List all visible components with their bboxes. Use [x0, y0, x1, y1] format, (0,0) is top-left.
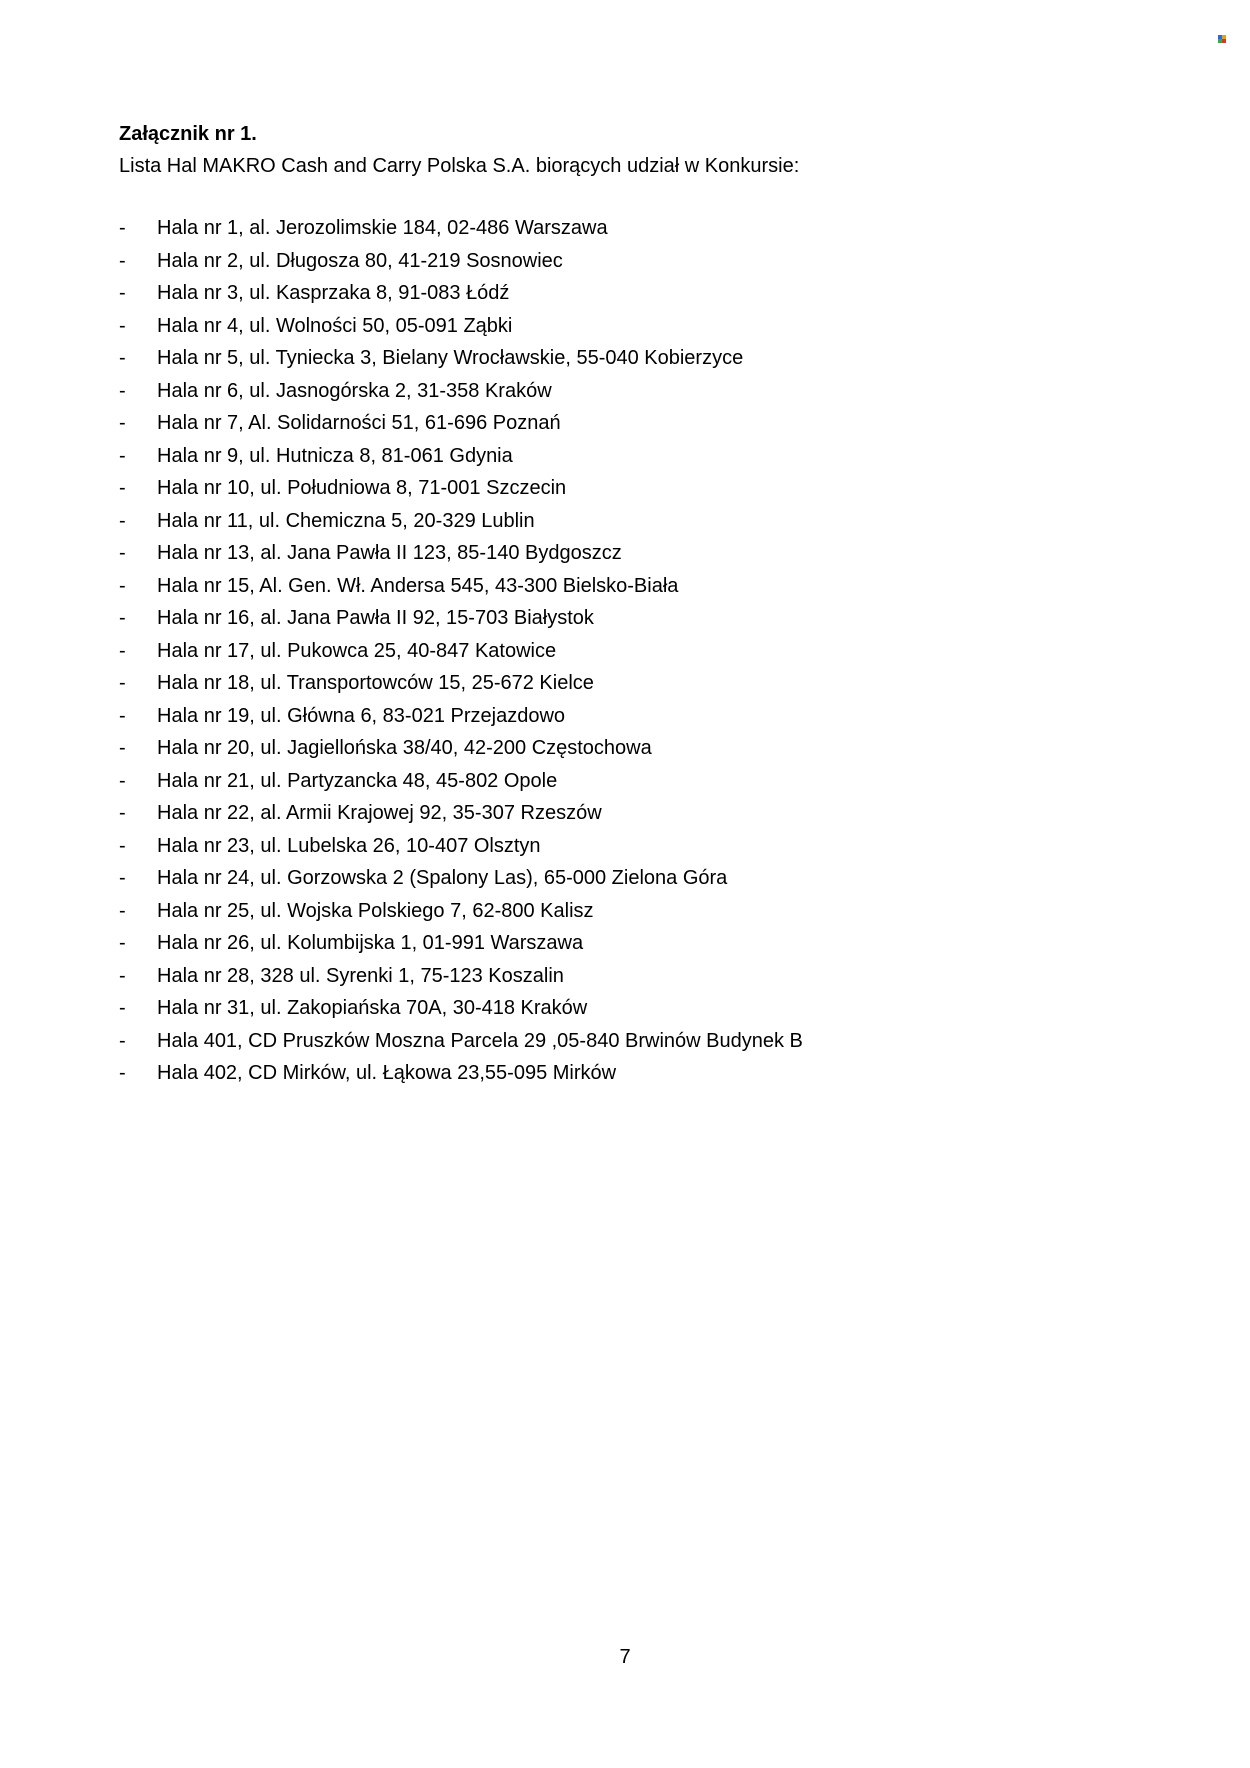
- list-bullet: -: [119, 802, 126, 824]
- list-item-text: Hala nr 5, ul. Tyniecka 3, Bielany Wrocławskie, 55-040 Kobierzyce: [157, 347, 744, 369]
- list-item: [119, 375, 1119, 408]
- list-item: [119, 245, 1119, 278]
- list-item-text: Hala nr 4, ul. Wolności 50, 05-091 Ząbki: [157, 314, 513, 337]
- list-bullet: -: [119, 867, 126, 889]
- list-bullet: -: [119, 672, 126, 694]
- list-item: [119, 992, 1119, 1025]
- list-item: [119, 732, 1119, 765]
- list-item-text: Hala nr 15, Al. Gen. Wł. Andersa 545, 43-300 Bielsko-Biała: [157, 574, 679, 597]
- list-item: [119, 570, 1119, 603]
- list-bullet: -: [119, 217, 126, 239]
- list-item-text: Hala nr 11, ul. Chemiczna 5, 20-329 Lublin: [157, 509, 535, 532]
- list-bullet: -: [119, 347, 126, 369]
- list-item-text: Hala nr 10, ul. Południowa 8, 71-001 Szczecin: [157, 477, 567, 499]
- list-bullet: -: [119, 509, 126, 532]
- list-item: [119, 602, 1119, 635]
- list-bullet: -: [119, 932, 126, 954]
- list-item-text: Hala nr 31, ul. Zakopiańska 70A, 30-418 Kraków: [157, 997, 588, 1019]
- list-item: [119, 895, 1119, 928]
- list-item: [119, 537, 1119, 570]
- list-item-text: Hala nr 6, ul. Jasnogórska 2, 31-358 Kraków: [157, 379, 552, 402]
- list-bullet: -: [119, 1062, 126, 1084]
- list-bullet: -: [119, 542, 126, 564]
- list-item: [119, 407, 1119, 440]
- list-item-text: Hala nr 13, al. Jana Pawła II 123, 85-140 Bydgoszcz: [157, 542, 622, 564]
- list-item-text: Hala nr 26, ul. Kolumbijska 1, 01-991 Warszawa: [157, 932, 584, 954]
- document-body: [119, 118, 1119, 1090]
- list-bullet: -: [119, 639, 126, 662]
- list-item-text: Hala nr 1, al. Jerozolimskie 184, 02-486 Warszawa: [157, 217, 608, 239]
- list-item: [119, 830, 1119, 863]
- list-item-text: Hala nr 2, ul. Długosza 80, 41-219 Sosnowiec: [157, 249, 563, 272]
- list-bullet: -: [119, 249, 126, 272]
- page-number: 7: [619, 1646, 631, 1668]
- list-item-text: Hala nr 3, ul. Kasprzaka 8, 91-083 Łódź: [157, 282, 510, 304]
- document-heading: Załącznik nr 1.: [119, 123, 257, 145]
- list-item-text: Hala nr 17, ul. Pukowca 25, 40-847 Katowice: [157, 639, 557, 662]
- list-item-text: Hala nr 20, ul. Jagiellońska 38/40, 42-200 Częstochowa: [157, 737, 652, 759]
- list-item-text: Hala nr 19, ul. Główna 6, 83-021 Przejazdowo: [157, 704, 566, 727]
- list-item: [119, 862, 1119, 895]
- hall-list: [119, 212, 1119, 1090]
- list-bullet: -: [119, 834, 126, 857]
- list-item: [119, 212, 1119, 245]
- list-bullet: -: [119, 769, 126, 792]
- list-bullet: -: [119, 412, 126, 434]
- list-item: [119, 505, 1119, 538]
- list-item: [119, 1025, 1119, 1058]
- list-item: [119, 635, 1119, 668]
- list-item-text: Hala nr 25, ul. Wojska Polskiego 7, 62-800 Kalisz: [157, 899, 594, 922]
- list-bullet: -: [119, 444, 126, 467]
- list-item: [119, 667, 1119, 700]
- list-item: [119, 440, 1119, 473]
- list-item-text: Hala nr 16, al. Jana Pawła II 92, 15-703 Białystok: [157, 607, 594, 629]
- list-item: [119, 1057, 1119, 1090]
- list-item-text: Hala nr 23, ul. Lubelska 26, 10-407 Olsztyn: [157, 834, 541, 857]
- list-item-text: Hala nr 7, Al. Solidarności 51, 61-696 Poznań: [157, 412, 561, 434]
- document-intro: Lista Hal MAKRO Cash and Carry Polska S.A. biorących udział w Konkursie:: [119, 155, 800, 177]
- list-bullet: -: [119, 282, 126, 304]
- list-item-text: Hala nr 9, ul. Hutnicza 8, 81-061 Gdynia: [157, 444, 513, 467]
- list-item: [119, 472, 1119, 505]
- corner-color-mark: [1218, 35, 1226, 43]
- list-item-text: Hala nr 28, 328 ul. Syrenki 1, 75-123 Koszalin: [157, 964, 564, 987]
- list-bullet: -: [119, 704, 126, 727]
- list-bullet: -: [119, 477, 126, 499]
- list-item-text: Hala nr 22, al. Armii Krajowej 92, 35-307 Rzeszów: [157, 802, 602, 824]
- list-bullet: -: [119, 899, 126, 922]
- list-bullet: -: [119, 379, 126, 402]
- list-item-text: Hala nr 21, ul. Partyzancka 48, 45-802 Opole: [157, 769, 558, 792]
- list-item-text: Hala 401, CD Pruszków Moszna Parcela 29 ,05-840 Brwinów Budynek B: [157, 1029, 803, 1052]
- list-item-text: Hala 402, CD Mirków, ul. Łąkowa 23,55-095 Mirków: [157, 1062, 617, 1084]
- list-item-text: Hala nr 24, ul. Gorzowska 2 (Spalony Las), 65-000 Zielona Góra: [157, 867, 728, 889]
- list-item: [119, 960, 1119, 993]
- list-item: [119, 927, 1119, 960]
- list-bullet: -: [119, 574, 126, 597]
- list-bullet: -: [119, 1029, 126, 1052]
- list-item-text: Hala nr 18, ul. Transportowców 15, 25-672 Kielce: [157, 672, 594, 694]
- list-item: [119, 342, 1119, 375]
- list-item: [119, 310, 1119, 343]
- list-item: [119, 277, 1119, 310]
- list-item: [119, 765, 1119, 798]
- list-bullet: -: [119, 607, 126, 629]
- list-bullet: -: [119, 737, 126, 759]
- list-bullet: -: [119, 314, 126, 337]
- corner-mark-red: [1222, 39, 1226, 43]
- list-bullet: -: [119, 997, 126, 1019]
- list-bullet: -: [119, 964, 126, 987]
- list-item: [119, 700, 1119, 733]
- list-item: [119, 797, 1119, 830]
